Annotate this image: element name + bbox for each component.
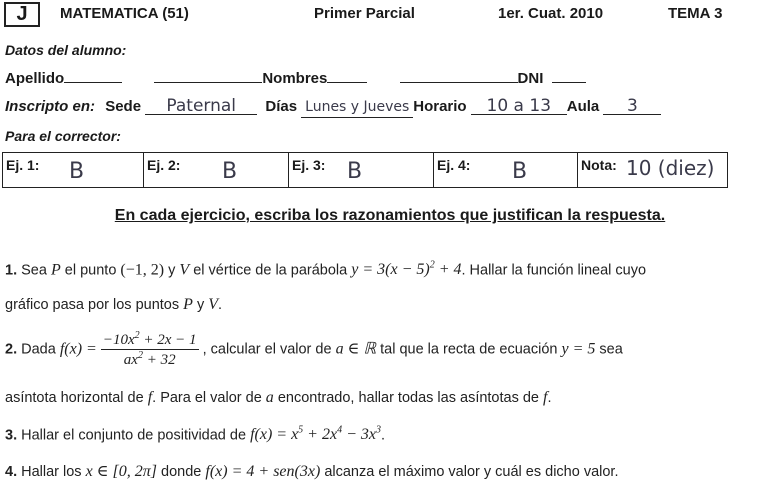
- schedule-value[interactable]: 10 a 13: [471, 96, 567, 115]
- dni-label: DNI: [517, 70, 544, 87]
- names-line-2[interactable]: [400, 68, 518, 83]
- grade-label: Ej. 4:: [437, 157, 471, 173]
- name-row: [5, 68, 586, 87]
- grade-label: Nota:: [581, 157, 617, 173]
- surname-line-1[interactable]: [64, 68, 122, 83]
- grade-label: Ej. 2:: [147, 157, 181, 173]
- grade-cell-ej4[interactable]: [434, 153, 578, 187]
- question-number: 4.: [5, 464, 18, 480]
- corrector-title: Para el corrector:: [5, 128, 121, 144]
- polynomial-equation: $f(x) = x^5 + 2x^4 - 3x^3$: [250, 425, 381, 444]
- question-4: 4. Hallar los x ∈ [0, 2π] donde f(x) = 4 + sen(3x) alcanza el máximo valor y cuál es dicho valor.: [5, 463, 619, 480]
- grades-table: [2, 152, 728, 188]
- question-1-line-2: gráfico pasa por los puntos P y V.: [5, 296, 223, 313]
- instructions: En cada ejercicio, escriba los razonamientos que justifican la respuesta.: [114, 207, 666, 224]
- schedule-label: Horario: [413, 98, 467, 115]
- exam-topic: TEMA 3: [668, 5, 723, 22]
- grade-cell-ej2[interactable]: [144, 153, 289, 187]
- grade-label: Ej. 1:: [6, 157, 40, 173]
- parabola-equation: $y = 3(x - 5)^2 + 4$: [351, 260, 462, 279]
- grade-value: B: [512, 159, 528, 184]
- names-label: Nombres: [262, 70, 328, 87]
- enrolled-label: Inscripto en:: [5, 98, 96, 115]
- grade-cell-ej3[interactable]: [289, 153, 434, 187]
- dni-line[interactable]: [552, 68, 586, 83]
- question-3: 3. Hallar el conjunto de positividad de $f(x) = x^5 + 2x^4 - 3x^3$.: [5, 425, 386, 444]
- grade-value: B: [347, 159, 363, 184]
- course-title: MATEMATICA (51): [60, 5, 189, 22]
- rational-function-fraction: $\frac{-10x^2 + 2x - 1}{ax^2 + 32}$: [102, 330, 197, 368]
- question-2-line-2: asíntota horizontal de f. Para el valor de a encontrado, hallar todas las asíntotas de f.: [5, 389, 552, 406]
- question-2-line-1: 2. Dada f(x) = $\frac{-10x^2 + 2x - 1}{ax^2 + 32}$ , calcular el valor de a ∈ ℝ tal que la recta de ecuación y = 5 sea: [5, 330, 623, 368]
- question-number: 3.: [5, 427, 18, 444]
- student-section-title: Datos del alumno:: [5, 42, 127, 58]
- grade-label: Ej. 3:: [292, 157, 326, 173]
- question-number: 2.: [5, 341, 18, 358]
- question-1-line-1: 1. Sea P el punto (−1, 2) y V el vértice de la parábola $y = 3(x - 5)^2 + 4$. Hallar la función lineal cuyo: [5, 260, 647, 279]
- grade-cell-ej1[interactable]: [3, 153, 144, 187]
- grade-value: B: [69, 159, 85, 184]
- room-value[interactable]: 3: [603, 96, 661, 115]
- tema-letter-box: [4, 2, 40, 27]
- grade-cell-final[interactable]: [578, 153, 727, 187]
- tema-letter: J: [16, 3, 28, 25]
- exam-term: 1er. Cuat. 2010: [498, 5, 604, 22]
- surname-line-2[interactable]: [154, 68, 262, 83]
- names-line-1[interactable]: [327, 68, 367, 83]
- days-value[interactable]: Lunes y Jueves: [301, 99, 413, 118]
- campus-value[interactable]: Paternal: [145, 96, 257, 115]
- grade-value: B: [222, 159, 238, 184]
- room-label: Aula: [566, 98, 600, 115]
- question-number: 1.: [5, 262, 18, 279]
- days-label: Días: [265, 98, 298, 115]
- exam-title: Primer Parcial: [314, 5, 415, 22]
- campus-label: Sede: [105, 98, 142, 115]
- final-grade-value: 10 (diez): [626, 156, 715, 180]
- enrollment-row: [5, 96, 661, 118]
- surname-label: Apellido: [5, 70, 65, 87]
